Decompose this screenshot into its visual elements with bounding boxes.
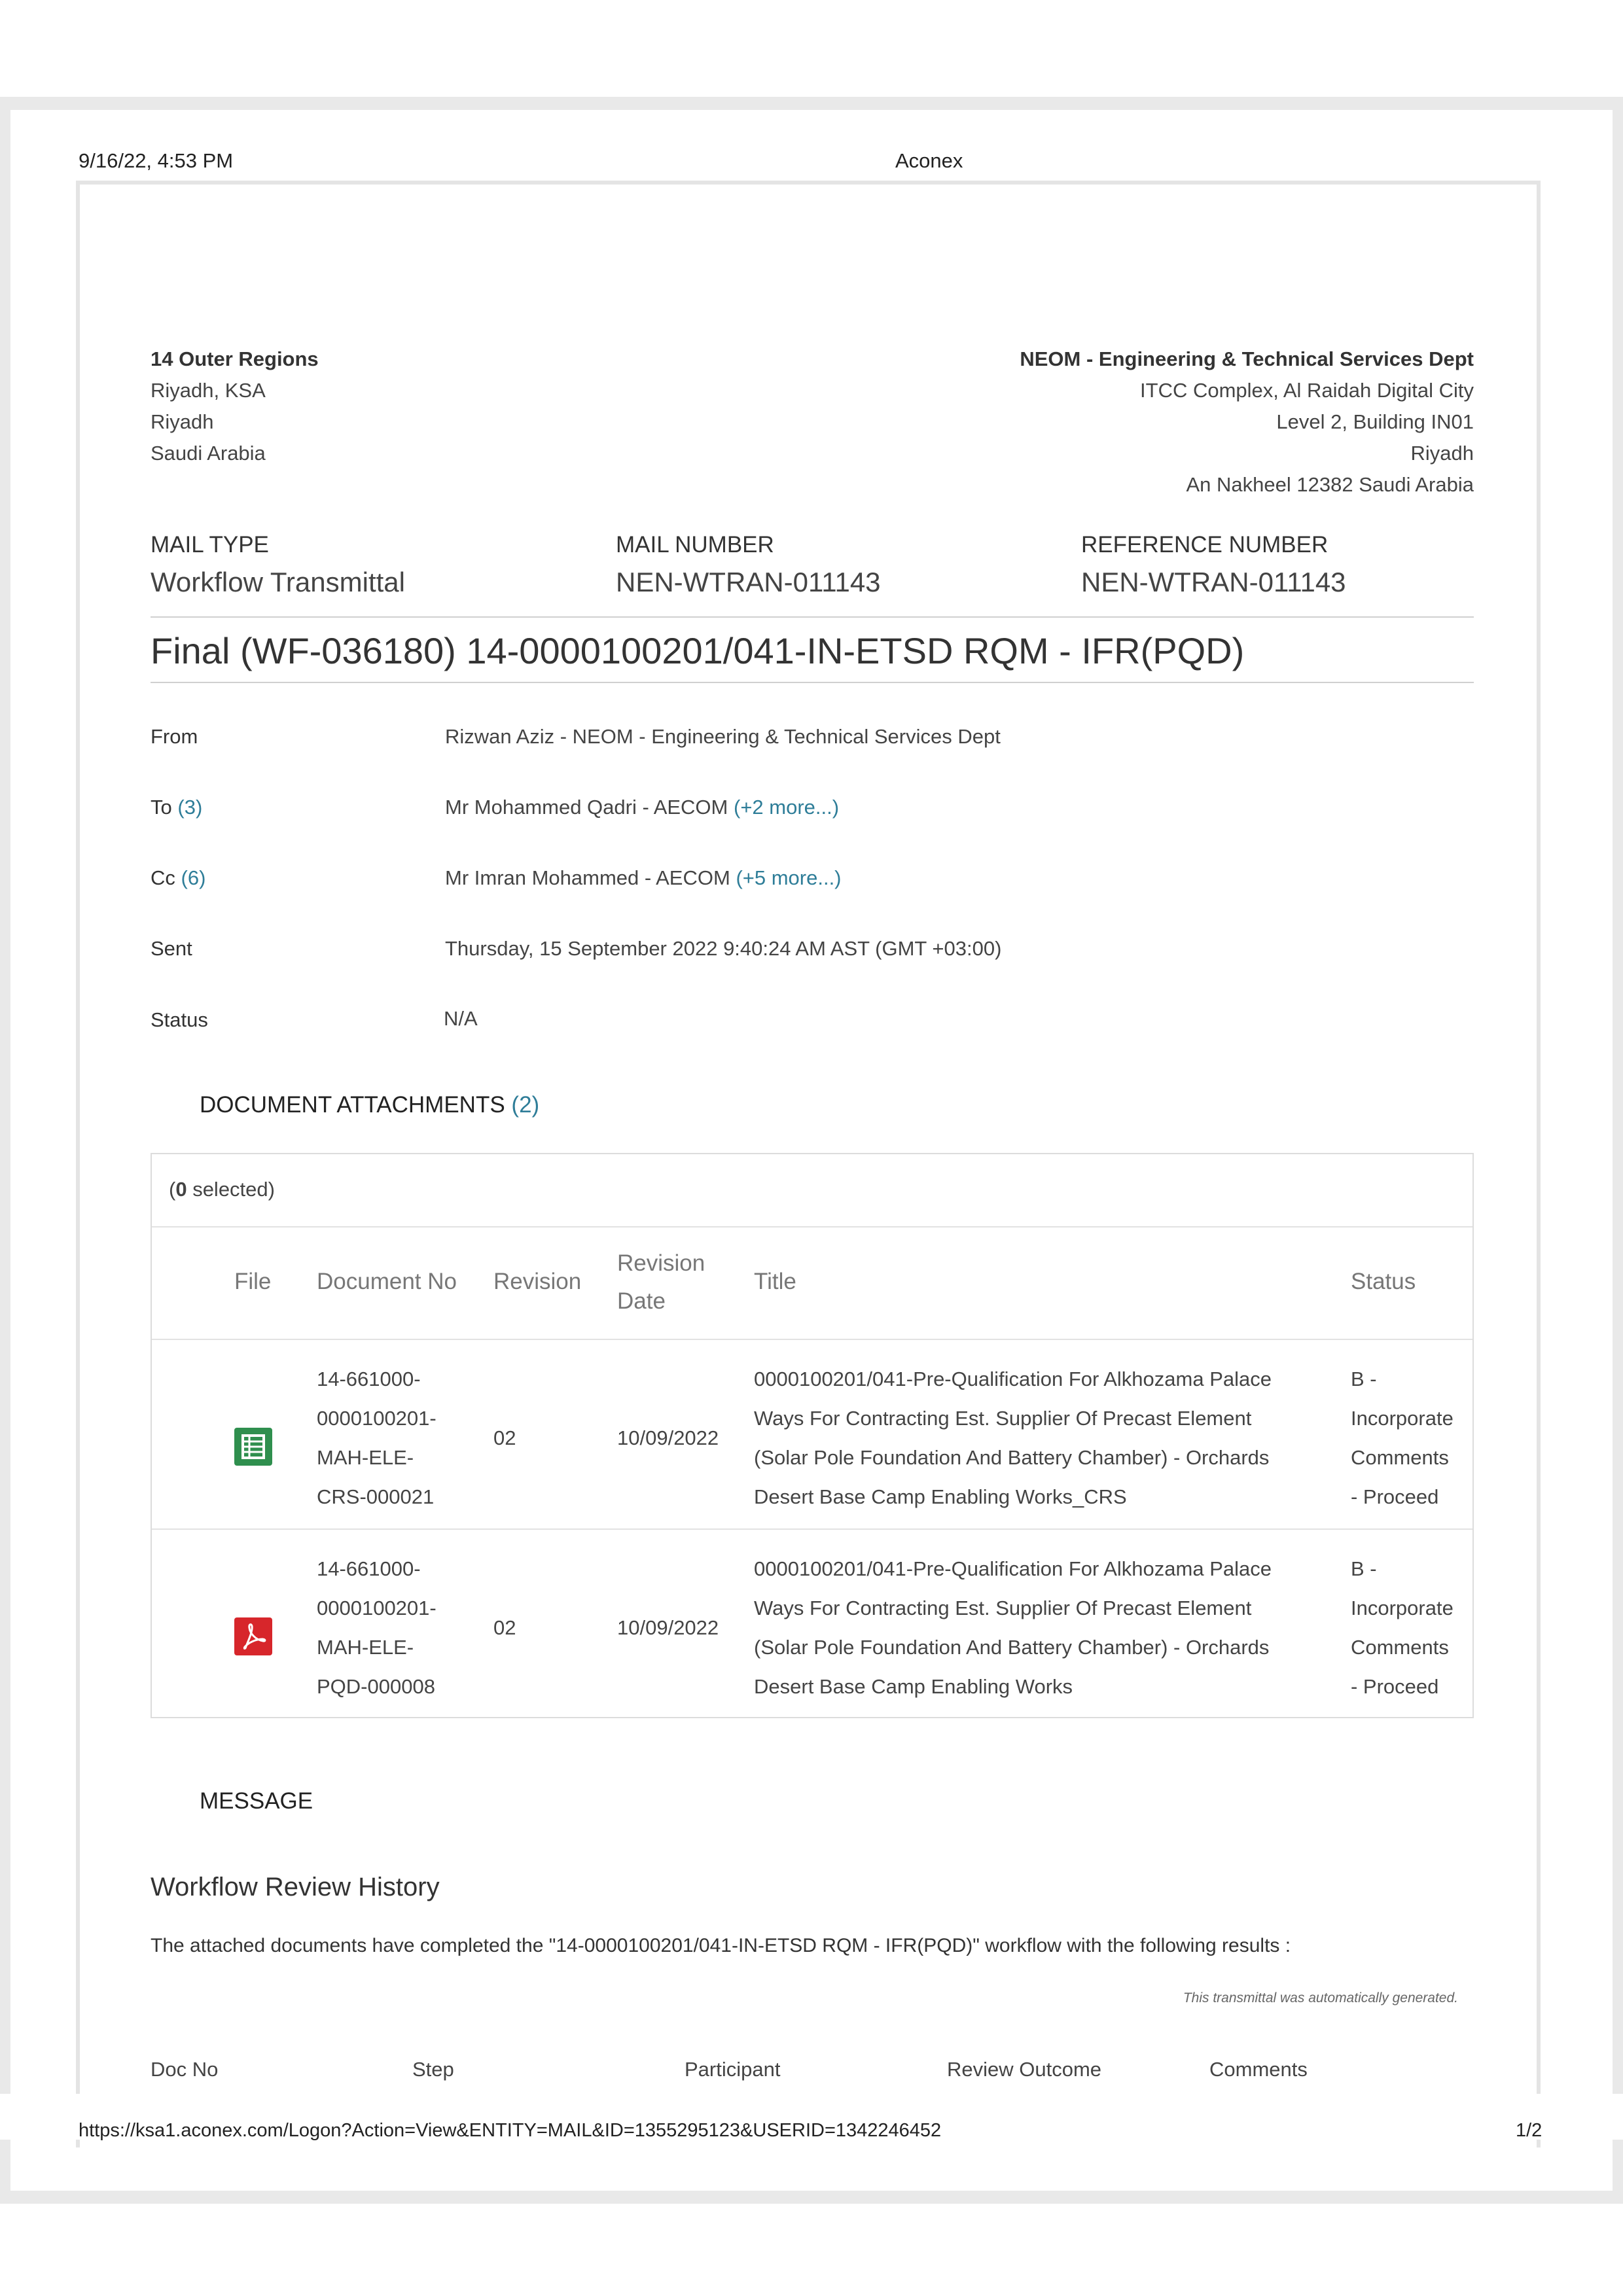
title-line: Desert Base Camp Enabling Works — [754, 1675, 1073, 1698]
doc-no-line: 0000100201- — [317, 1407, 437, 1430]
status-line: Comments — [1351, 1446, 1449, 1469]
attachments-title-text: DOCUMENT ATTACHMENTS — [200, 1092, 505, 1118]
footer-page-number: 1/2 — [1516, 2120, 1543, 2141]
col-header-document-no[interactable]: Document No — [317, 1269, 457, 1294]
col-header-status[interactable]: Status — [1351, 1269, 1416, 1294]
from-value: Rizwan Aziz - NEOM - Engineering & Technical Services Dept — [445, 725, 1001, 748]
status-label: Status — [151, 1008, 208, 1031]
title-line: (Solar Pole Foundation And Battery Chamber) - Orchards — [754, 1446, 1270, 1469]
row1-title[interactable] — [754, 1360, 1272, 1517]
title-line: 0000100201/041-Pre-Qualification For Alkhozama Palace — [754, 1368, 1272, 1390]
cc-recipient: Mr Imran Mohammed - AECOM — [445, 866, 730, 889]
status-line: - Proceed — [1351, 1675, 1439, 1698]
divider — [152, 1226, 1472, 1227]
sender-address-line: Saudi Arabia — [151, 442, 266, 465]
history-col-doc-no: Doc No — [151, 2058, 219, 2081]
to-label-text: To — [151, 796, 172, 819]
to-count-link[interactable]: (3) — [177, 796, 203, 819]
mail-type-value: Workflow Transmittal — [151, 567, 405, 597]
status-line: Incorporate — [1351, 1597, 1454, 1619]
cc-label — [151, 866, 205, 890]
col-header-title[interactable]: Title — [754, 1269, 796, 1294]
doc-no-line: CRS-000021 — [317, 1485, 435, 1508]
sender-address-line: 14 Outer Regions — [151, 347, 319, 370]
title-line: Ways For Contracting Est. Supplier Of Precast Element — [754, 1597, 1252, 1619]
divider — [151, 682, 1474, 683]
col-header-revision-date[interactable] — [617, 1245, 705, 1320]
row1-doc-no[interactable] — [317, 1360, 437, 1517]
to-value — [445, 796, 839, 819]
row1-revision: 02 — [493, 1426, 516, 1449]
title-line: Desert Base Camp Enabling Works_CRS — [754, 1485, 1127, 1508]
sender-address-line: Riyadh, KSA — [151, 379, 266, 402]
cc-value — [445, 866, 842, 890]
status-line: - Proceed — [1351, 1485, 1439, 1508]
mail-number-label: MAIL NUMBER — [616, 532, 774, 557]
row2-revision: 02 — [493, 1616, 516, 1639]
row2-title[interactable] — [754, 1549, 1272, 1706]
history-col-comments: Comments — [1209, 2058, 1308, 2081]
col-header-revision[interactable]: Revision — [493, 1269, 582, 1294]
to-recipient: Mr Mohammed Qadri - AECOM — [445, 796, 728, 819]
spreadsheet-icon[interactable] — [234, 1428, 272, 1466]
col-header-revision-date-line: Date — [617, 1288, 666, 1314]
auto-generated-note: This transmittal was automatically generated. — [1183, 1990, 1458, 2005]
sent-label: Sent — [151, 937, 192, 960]
org-address-line: Level 2, Building IN01 — [1276, 410, 1474, 433]
mail-type-label: MAIL TYPE — [151, 532, 269, 557]
status-line: Incorporate — [1351, 1407, 1454, 1430]
sender-address-line: Riyadh — [151, 410, 214, 433]
selected-number: 0 — [175, 1178, 187, 1201]
row2-revision-date: 10/09/2022 — [617, 1616, 719, 1639]
history-col-review-outcome: Review Outcome — [947, 2058, 1102, 2081]
workflow-review-history-title: Workflow Review History — [151, 1873, 440, 1901]
title-line: 0000100201/041-Pre-Qualification For Alkhozama Palace — [754, 1557, 1272, 1580]
print-app-name: Aconex — [895, 149, 963, 172]
from-label: From — [151, 725, 198, 748]
doc-no-line: MAH-ELE- — [317, 1446, 414, 1469]
attachments-table — [151, 1153, 1474, 1718]
sent-value: Thursday, 15 September 2022 9:40:24 AM AST (GMT +03:00) — [445, 937, 1002, 960]
attachments-count-link[interactable]: (2) — [511, 1092, 540, 1118]
selected-open: ( — [169, 1178, 176, 1201]
status-line: B - — [1351, 1557, 1377, 1580]
doc-no-line: MAH-ELE- — [317, 1636, 414, 1659]
divider — [152, 1339, 1472, 1340]
cc-more-link[interactable]: (+5 more...) — [736, 866, 842, 889]
message-section-title: MESSAGE — [200, 1788, 313, 1814]
selected-suffix: selected) — [187, 1178, 275, 1201]
footer-url: https://ksa1.aconex.com/Logon?Action=View&ENTITY=MAIL&ID=1355295123&USERID=1342246452 — [79, 2120, 942, 2141]
recipient-org-address — [1020, 344, 1474, 501]
divider — [151, 616, 1474, 618]
org-address-line: ITCC Complex, Al Raidah Digital City — [1140, 379, 1474, 402]
org-address-line: An Nakheel 12382 Saudi Arabia — [1186, 473, 1474, 496]
doc-no-line: 14-661000- — [317, 1557, 421, 1580]
title-line: Ways For Contracting Est. Supplier Of Precast Element — [754, 1407, 1252, 1430]
divider — [152, 1528, 1472, 1530]
print-datetime: 9/16/22, 4:53 PM — [79, 149, 234, 172]
row2-doc-no[interactable] — [317, 1549, 437, 1706]
doc-no-line: 14-661000- — [317, 1368, 421, 1390]
status-line: Comments — [1351, 1636, 1449, 1659]
col-header-file[interactable]: File — [234, 1269, 272, 1294]
mail-subject: Final (WF-036180) 14-0000100201/041-IN-ETSD RQM - IFR(PQD) — [151, 630, 1245, 671]
reference-number-value: NEN-WTRAN-011143 — [1081, 567, 1346, 597]
row1-status — [1351, 1360, 1454, 1517]
doc-no-line: PQD-000008 — [317, 1675, 435, 1698]
doc-no-line: 0000100201- — [317, 1597, 437, 1619]
history-col-step: Step — [412, 2058, 454, 2081]
history-col-participant: Participant — [685, 2058, 781, 2081]
row2-status — [1351, 1549, 1454, 1706]
to-more-link[interactable]: (+2 more...) — [734, 796, 840, 819]
title-line: (Solar Pole Foundation And Battery Chamber) - Orchards — [754, 1636, 1270, 1659]
status-value: N/A — [444, 1007, 478, 1030]
row1-revision-date: 10/09/2022 — [617, 1426, 719, 1449]
status-line: B - — [1351, 1368, 1377, 1390]
pdf-icon[interactable] — [234, 1617, 272, 1655]
cc-label-text: Cc — [151, 866, 175, 889]
org-address-line: Riyadh — [1410, 442, 1474, 465]
selected-count — [169, 1178, 275, 1201]
cc-count-link[interactable]: (6) — [181, 866, 206, 889]
to-label — [151, 796, 202, 819]
sender-address — [151, 344, 319, 469]
workflow-description: The attached documents have completed the "14-0000100201/041-IN-ETSD RQM - IFR(PQD)" workflow with the following results : — [151, 1935, 1291, 1956]
reference-number-label: REFERENCE NUMBER — [1081, 532, 1329, 557]
col-header-revision-date-line: Revision — [617, 1250, 705, 1276]
attachments-section-title — [200, 1092, 539, 1118]
org-address-line: NEOM - Engineering & Technical Services Dept — [1020, 347, 1474, 370]
mail-number-value: NEN-WTRAN-011143 — [616, 567, 881, 597]
